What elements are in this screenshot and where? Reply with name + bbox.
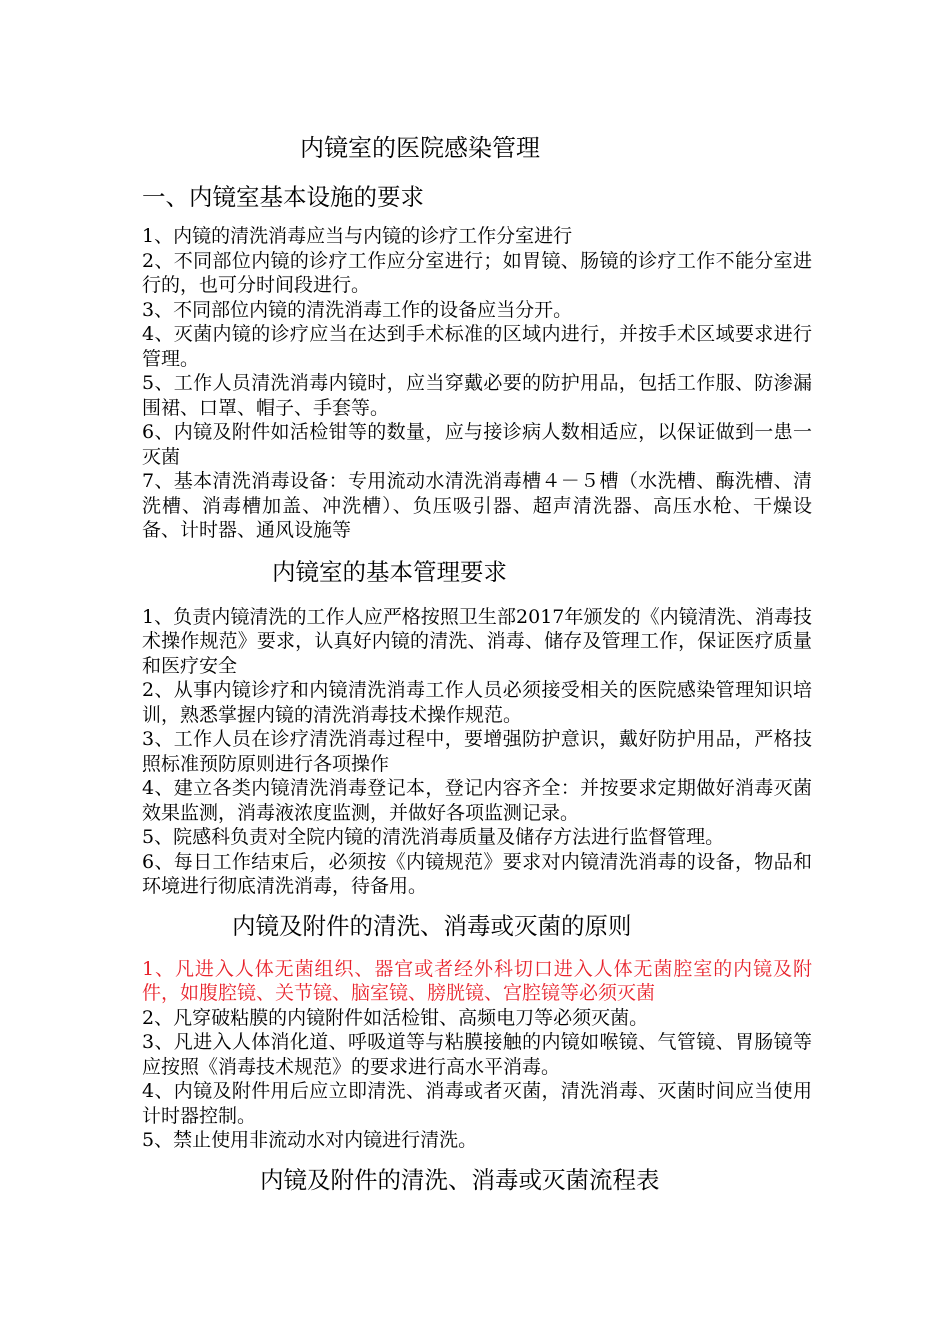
section-heading-principles: 内镜及附件的清洗、消毒或灭菌的原则 [232, 911, 632, 940]
principle-item-highlighted: 1、凡进入人体无菌组织、器官或者经外科切口进入人体无菌腔室的内镜及附件，如腹腔镜、关节镜、脑室镜、膀胱镜、宫腔镜等必须灭菌 [142, 957, 812, 1004]
document-title: 内镜室的医院感染管理 [300, 134, 540, 162]
management-item: 3、工作人员在诊疗清洗消毒过程中，要增强防护意识，戴好防护用品，严格技照标准预防原则进行各项操作 [142, 728, 812, 775]
management-list [142, 605, 812, 899]
management-item: 2、从事内镜诊疗和内镜清洗消毒工作人员必须接受相关的医院感染管理知识培训，熟悉掌握内镜的清洗消毒技术操作规范。 [142, 679, 812, 726]
facility-item: 7、基本清洗消毒设备：专用流动水清洗消毒槽４－５槽（水洗槽、酶洗槽、清洗槽、消毒槽加盖、冲洗槽）、负压吸引器、超声清洗器、高压水枪、干燥设备、计时器、通风设施等 [142, 470, 812, 541]
principle-item: 5、禁止使用非流动水对内镜进行清洗。 [142, 1129, 478, 1151]
principles-list [142, 957, 812, 1153]
facilities-list [142, 224, 812, 543]
principle-item: 4、内镜及附件用后应立即清洗、消毒或者灭菌，清洗消毒、灭菌时间应当使用计时器控制。 [142, 1080, 812, 1127]
principle-item: 3、凡进入人体消化道、呼吸道等与粘膜接触的内镜如喉镜、气管镜、胃肠镜等应按照《消毒技术规范》的要求进行高水平消毒。 [142, 1031, 812, 1078]
facility-item: 4、灭菌内镜的诊疗应当在达到手术标准的区域内进行，并按手术区域要求进行管理。 [142, 323, 812, 370]
management-item: 6、每日工作结束后，必须按《内镜规范》要求对内镜清洗消毒的设备，物品和环境进行彻底清洗消毒，待备用。 [142, 850, 812, 897]
facility-item: 2、不同部位内镜的诊疗工作应分室进行；如胃镜、肠镜的诊疗工作不能分室进行的，也可分时间段进行。 [142, 249, 812, 296]
facility-item: 6、内镜及附件如活检钳等的数量，应与接诊病人数相适应，以保证做到一患一灭菌 [142, 421, 812, 468]
section-heading-facilities: 一、内镜室基本设施的要求 [142, 183, 424, 211]
management-item: 5、院感科负责对全院内镜的清洗消毒质量及储存方法进行监督管理。 [142, 826, 725, 848]
facility-item: 5、工作人员清洗消毒内镜时，应当穿戴必要的防护用品，包括工作服、防渗漏围裙、口罩、帽子、手套等。 [142, 372, 812, 419]
section-heading-management: 内镜室的基本管理要求 [272, 557, 507, 586]
principle-item: 2、凡穿破粘膜的内镜附件如活检钳、高频电刀等必须灭菌。 [142, 1006, 649, 1029]
section-heading-flowchart: 内镜及附件的清洗、消毒或灭菌流程表 [260, 1165, 660, 1194]
document-page [142, 130, 812, 1213]
management-item: 4、建立各类内镜清洗消毒登记本，登记内容齐全：并按要求定期做好消毒灭菌效果监测，消毒液浓度监测，并做好各项监测记录。 [142, 777, 812, 824]
facility-item: 1、内镜的清洗消毒应当与内镜的诊疗工作分室进行 [142, 225, 573, 247]
facility-item: 3、不同部位内镜的清洗消毒工作的设备应当分开。 [142, 298, 573, 321]
management-item: 1、负责内镜清洗的工作人应严格按照卫生部2017年颁发的《内镜清洗、消毒技术操作规范》要求，认真好内镜的清洗、消毒、储存及管理工作，保证医疗质量和医疗安全 [142, 605, 812, 677]
